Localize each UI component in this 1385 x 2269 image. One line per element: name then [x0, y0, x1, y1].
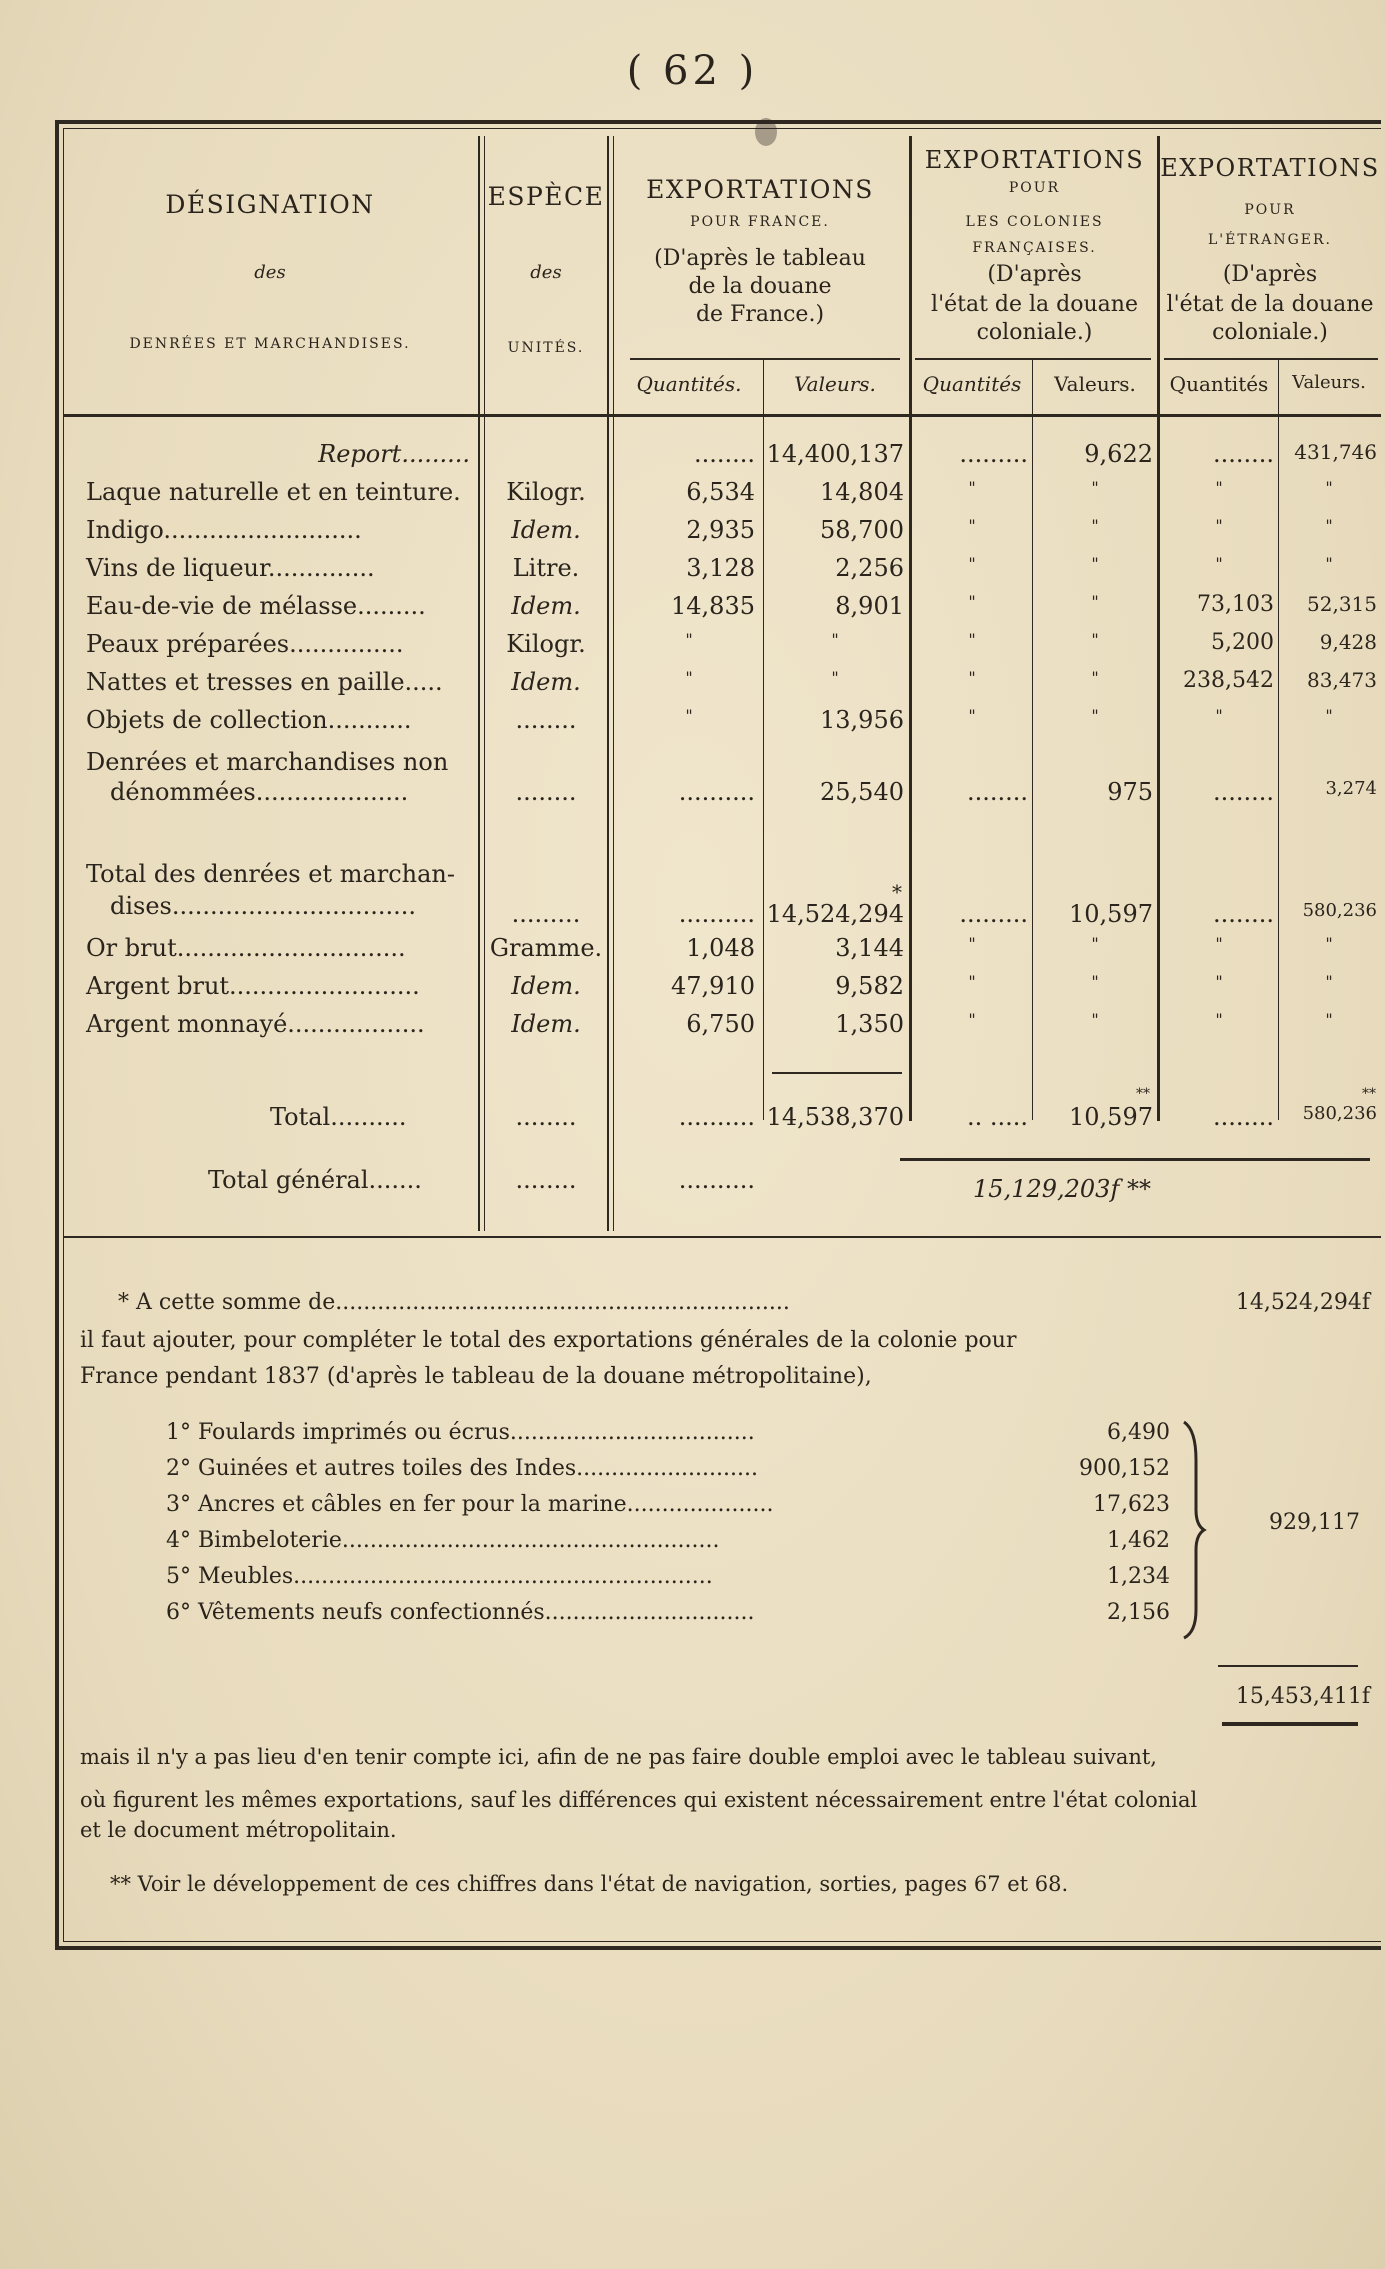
row-argent-fv: 9,582 [835, 972, 904, 1000]
note-item-2-label: 2° Guinées et autres toiles des Indes.......................... [166, 1456, 758, 1481]
row-denrees-cq: ........ [966, 778, 1028, 806]
row-4-cq: " [968, 592, 976, 611]
row-3-cq: " [968, 554, 976, 573]
hdr-colonies-4: FRANÇAISES. [972, 240, 1097, 256]
row-report-fv: 14,400,137 [766, 440, 904, 468]
row-2-eq: " [1215, 516, 1223, 535]
row-5-fv: " [831, 630, 839, 649]
row-3-name: Vins de liqueur.............. [86, 554, 375, 582]
row-4-fq: 14,835 [671, 592, 755, 620]
hdr-france-2: POUR FRANCE. [690, 214, 830, 230]
total-rule-france [772, 1072, 902, 1074]
row-7-cv: " [1091, 706, 1099, 725]
hdr-designation-3: DENRÉES ET MARCHANDISES. [129, 336, 411, 352]
row-6-name: Nattes et tresses en paille..... [86, 668, 443, 696]
row-total-eq: ........ [1212, 1103, 1274, 1131]
note-item-2-value: 900,152 [1079, 1456, 1170, 1481]
row-6-fq: " [685, 668, 693, 687]
row-total-fv: 14,538,370 [766, 1103, 904, 1131]
hdr-france-5: de France.) [695, 302, 825, 327]
row-denrees-cv: 975 [1107, 778, 1153, 806]
subheader-rule-colonies [915, 358, 1151, 360]
hdr-designation-1: DÉSIGNATION [165, 190, 375, 219]
note-item-4-label: 4° Bimbeloterie...................................................... [166, 1528, 720, 1553]
row-4-unit: Idem. [511, 592, 581, 620]
row-total-cv-mark: ** [1136, 1086, 1150, 1102]
row-monnaye-cq: " [968, 1010, 976, 1029]
row-monnaye-fv: 1,350 [835, 1010, 904, 1038]
hdr-espece-1: ESPÈCE [487, 182, 605, 211]
row-monnaye-eq: " [1215, 1010, 1223, 1029]
hdr-quantites-france: Quantités. [636, 372, 742, 396]
row-7-name: Objets de collection........... [86, 706, 412, 734]
row-totdenr-eq: ........ [1212, 900, 1274, 928]
note-item-1-label: 1° Foulards imprimés ou écrus................................... [166, 1420, 755, 1445]
row-denrees-name-2: dénommées.................... [110, 778, 409, 806]
row-monnaye-name: Argent monnayé.................. [86, 1010, 425, 1038]
hdr-etranger-4: (D'après [1222, 262, 1318, 287]
row-or-fv: 3,144 [835, 934, 904, 962]
hdr-colonies-5: (D'après [987, 262, 1082, 287]
row-3-fv: 2,256 [835, 554, 904, 582]
hdr-valeurs-etranger: Valeurs. [1292, 372, 1366, 393]
row-totdenr-fq: .......... [678, 900, 755, 928]
row-2-ev: " [1325, 516, 1333, 535]
row-or-fq: 1,048 [686, 934, 755, 962]
row-4-cv: " [1091, 592, 1099, 611]
row-total-ev: 580,236 [1302, 1103, 1377, 1124]
row-totdenr-star: * [892, 880, 902, 904]
note-item-5-label: 5° Meubles............................................................ [166, 1564, 713, 1589]
row-or-cv: " [1091, 934, 1099, 953]
row-denrees-fv: 25,540 [820, 778, 904, 806]
row-1-ev: " [1325, 478, 1333, 497]
row-total-ev-mark: ** [1362, 1086, 1376, 1102]
row-or-ev: " [1325, 934, 1333, 953]
row-2-cv: " [1091, 516, 1099, 535]
row-4-fv: 8,901 [835, 592, 904, 620]
note-bracket-total: 929,117 [1269, 1510, 1360, 1535]
row-argent-fq: 47,910 [671, 972, 755, 1000]
hdr-etranger-5: l'état de la douane [1166, 292, 1374, 317]
row-2-name: Indigo.......................... [86, 516, 362, 544]
row-general-value: 15,129,203f ** [973, 1175, 1151, 1203]
row-argent-unit: Idem. [511, 972, 581, 1000]
row-totdenr-cq: ......... [959, 900, 1028, 928]
col-sep-3 [763, 360, 764, 1120]
row-denrees-unit: ........ [515, 778, 577, 806]
hdr-espece-3: UNITÉS. [507, 340, 585, 356]
row-6-cq: " [968, 668, 976, 687]
row-or-eq: " [1215, 934, 1223, 953]
row-or-name: Or brut.............................. [86, 934, 406, 962]
hdr-etranger-6: coloniale.) [1212, 320, 1328, 345]
row-monnaye-fq: 6,750 [686, 1010, 755, 1038]
row-argent-cq: " [968, 972, 976, 991]
row-3-fq: 3,128 [686, 554, 755, 582]
notes-rule [63, 1236, 1381, 1238]
hdr-valeurs-colonies: Valeurs. [1054, 372, 1136, 396]
row-5-eq: 5,200 [1211, 630, 1274, 655]
row-5-cv: " [1091, 630, 1099, 649]
col-sep-5 [1032, 360, 1033, 1120]
col-sep-2 [607, 136, 609, 1231]
row-3-ev: " [1325, 554, 1333, 573]
row-totdenr-cv: 10,597 [1069, 900, 1153, 928]
row-or-unit: Gramme. [489, 934, 603, 962]
row-total-cq: .. ..... [966, 1103, 1028, 1131]
hdr-etranger-3: L'ÉTRANGER. [1208, 232, 1332, 248]
row-general-unit: ........ [515, 1166, 577, 1194]
row-3-cv: " [1091, 554, 1099, 573]
row-report-ev: 431,746 [1294, 440, 1377, 464]
row-report-name: Report......... [318, 440, 470, 468]
row-6-cv: " [1091, 668, 1099, 687]
row-1-fv: 14,804 [820, 478, 904, 506]
note-star-line: * A cette somme de................................................................. [118, 1290, 790, 1315]
row-argent-eq: " [1215, 972, 1223, 991]
hdr-france-1: EXPORTATIONS [646, 175, 874, 204]
row-total-name: Total.......... [270, 1103, 407, 1131]
note-mais-1: mais il n'y a pas lieu d'en tenir compte ici, afin de ne pas faire double emploi avec le tableau suivant, [80, 1745, 1157, 1769]
row-5-fq: " [685, 630, 693, 649]
row-3-eq: " [1215, 554, 1223, 573]
general-total-rule [900, 1158, 1370, 1161]
note-grand: 15,453,411f [1235, 1684, 1370, 1709]
note-star-value: 14,524,294f [1235, 1290, 1370, 1315]
row-7-cq: " [968, 706, 976, 725]
grand-rule [1222, 1722, 1358, 1726]
hdr-quantites-colonies: Quantités [922, 372, 1022, 396]
row-denrees-fq: .......... [678, 778, 755, 806]
hdr-quantites-etranger: Quantités [1169, 372, 1269, 396]
note-item-6-value: 2,156 [1107, 1600, 1170, 1625]
row-5-cq: " [968, 630, 976, 649]
row-6-unit: Idem. [511, 668, 581, 696]
row-7-eq: " [1215, 706, 1223, 725]
row-denrees-name-1: Denrées et marchandises non [86, 748, 449, 776]
row-report-eq: ........ [1212, 440, 1274, 468]
hdr-espece-2: des [530, 262, 562, 283]
header-rule [63, 414, 1381, 417]
note-item-3-label: 3° Ancres et câbles en fer pour la marine..................... [166, 1492, 774, 1517]
note-mais-3: et le document métropolitain. [80, 1818, 397, 1842]
hdr-colonies-2: POUR [1008, 180, 1061, 196]
hdr-colonies-7: coloniale.) [976, 320, 1093, 345]
row-general-fq: .......... [678, 1166, 755, 1194]
row-general-name: Total général....... [208, 1166, 422, 1194]
row-3-unit: Litre. [512, 554, 580, 582]
row-or-cq: " [968, 934, 976, 953]
row-totdenr-unit: ......... [511, 900, 581, 928]
sum-rule [1218, 1665, 1358, 1667]
subheader-rule-etranger [1164, 358, 1378, 360]
row-2-cq: " [968, 516, 976, 535]
note-item-3-value: 17,623 [1093, 1492, 1170, 1517]
row-7-ev: " [1325, 706, 1333, 725]
row-report-fq: ........ [693, 440, 755, 468]
note-item-5-value: 1,234 [1107, 1564, 1170, 1589]
row-7-fv: 13,956 [820, 706, 904, 734]
row-total-fq: .......... [678, 1103, 755, 1131]
row-4-eq: 73,103 [1197, 592, 1274, 617]
hdr-etranger-1: EXPORTATIONS [1160, 154, 1380, 182]
row-1-unit: Kilogr. [506, 478, 586, 506]
row-1-cv: " [1091, 478, 1099, 497]
row-5-name: Peaux préparées............... [86, 630, 404, 658]
row-report-cq: ......... [959, 440, 1028, 468]
note-item-4-value: 1,462 [1107, 1528, 1170, 1553]
row-6-fv: " [831, 668, 839, 687]
row-1-name: Laque naturelle et en teinture. [86, 478, 461, 506]
row-5-unit: Kilogr. [506, 630, 586, 658]
row-4-ev: 52,315 [1307, 592, 1377, 616]
row-report-cv: 9,622 [1084, 440, 1153, 468]
row-denrees-ev: 3,274 [1325, 778, 1377, 799]
hdr-france-3: (D'après le tableau [654, 246, 866, 271]
row-7-unit: ........ [515, 706, 577, 734]
row-totdenr-name-2: dises................................ [110, 892, 416, 920]
col-sep-7 [1278, 360, 1279, 1120]
brace-icon [1178, 1420, 1208, 1640]
row-argent-name: Argent brut......................... [86, 972, 420, 1000]
row-totdenr-name-1: Total des denrées et marchan- [86, 860, 455, 888]
note-line-2: il faut ajouter, pour compléter le total des exportations générales de la colonie pour [80, 1328, 1017, 1353]
row-totdenr-ev: 580,236 [1302, 900, 1377, 921]
row-argent-ev: " [1325, 972, 1333, 991]
row-1-cq: " [968, 478, 976, 497]
row-argent-cv: " [1091, 972, 1099, 991]
col-sep-2b [613, 136, 614, 1231]
hdr-colonies-3: LES COLONIES [965, 214, 1104, 230]
hdr-valeurs-france: Valeurs. [794, 372, 876, 396]
row-monnaye-cv: " [1091, 1010, 1099, 1029]
note-mais-2: où figurent les mêmes exportations, sauf les différences qui existent nécessairement entre l'état colonial [80, 1788, 1198, 1812]
row-1-eq: " [1215, 478, 1223, 497]
row-2-fv: 58,700 [820, 516, 904, 544]
hdr-france-4: de la douane [688, 274, 832, 299]
row-1-fq: 6,534 [686, 478, 755, 506]
row-7-fq: " [685, 706, 693, 725]
note-item-6-label: 6° Vêtements neufs confectionnés.............................. [166, 1600, 755, 1625]
hdr-etranger-2: POUR [1244, 202, 1296, 218]
row-2-unit: Idem. [511, 516, 581, 544]
row-4-name: Eau-de-vie de mélasse......... [86, 592, 426, 620]
note-double-star: ** Voir le développement de ces chiffres dans l'état de navigation, sorties, pages 67 et 68. [110, 1872, 1069, 1896]
row-monnaye-unit: Idem. [511, 1010, 581, 1038]
hdr-colonies-1: EXPORTATIONS [924, 146, 1145, 174]
row-5-ev: 9,428 [1319, 630, 1377, 654]
row-totdenr-fv: 14,524,294 [766, 900, 904, 928]
note-item-1-value: 6,490 [1107, 1420, 1170, 1445]
row-denrees-eq: ........ [1212, 778, 1274, 806]
col-sep-1 [478, 136, 480, 1231]
note-line-3: France pendant 1837 (d'après le tableau de la douane métropolitaine), [80, 1364, 872, 1389]
row-2-fq: 2,935 [686, 516, 755, 544]
row-6-eq: 238,542 [1183, 668, 1274, 693]
row-total-cv: 10,597 [1069, 1103, 1153, 1131]
row-monnaye-ev: " [1325, 1010, 1333, 1029]
row-6-ev: 83,473 [1307, 668, 1377, 692]
hdr-designation-2: des [254, 262, 286, 283]
row-total-unit: ........ [515, 1103, 577, 1131]
page-number: ( 62 ) [626, 48, 759, 94]
subheader-rule-france [630, 358, 900, 360]
hdr-colonies-6: l'état de la douane [931, 292, 1138, 317]
